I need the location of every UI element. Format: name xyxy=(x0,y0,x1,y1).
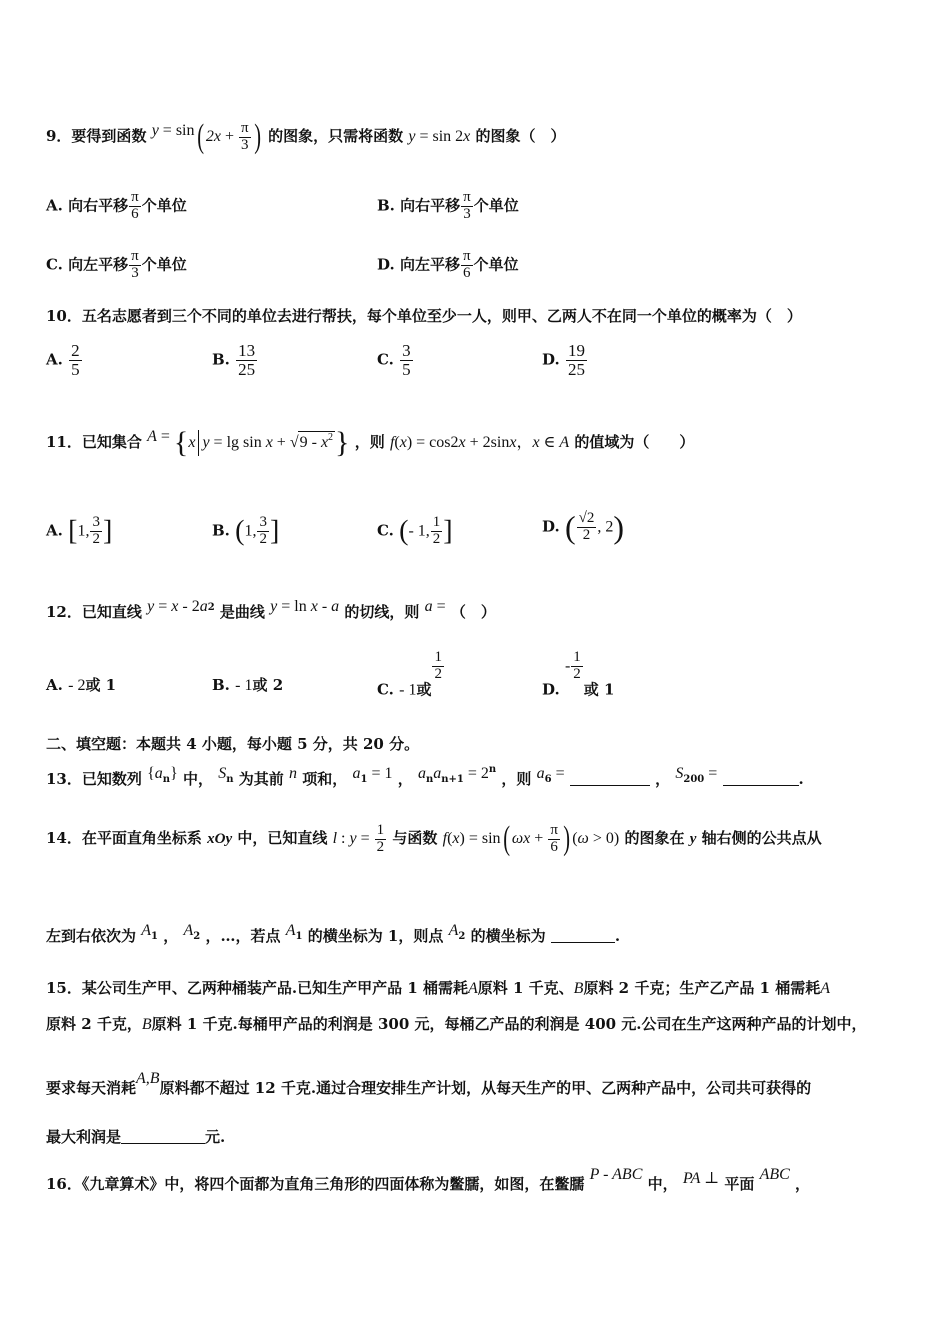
q11-option-d[interactable]: D. ( $\frac{√2}{2}$ , 2) xyxy=(542,509,624,545)
q12-option-c[interactable]: C. - 1或 $\frac{1}{2}$ xyxy=(377,649,442,699)
q10-option-c[interactable]: C. $\frac{3}{5}$ xyxy=(377,341,411,379)
q11-option-b[interactable]: B. (1, $\frac{3}{2}$ ] xyxy=(212,514,280,547)
q13-blank-a6[interactable] xyxy=(570,771,650,786)
q14-stem-line2: 左到右依次为 $A^1$ ， $A^2$ ，…，若点 $A^1$ 的横坐标为 1，则点 $A^2$ 的横坐标为 . xyxy=(46,922,621,945)
q12-option-d[interactable]: D. - $\frac{1}{2}$ 或 1 xyxy=(542,649,615,699)
q15-line1: 15．某公司生产甲、乙两种桶装产品.已知生产甲产品 1 桶需耗A原料 1 千克、B原料 2 千克；生产乙产品 1 桶需耗A xyxy=(46,979,830,997)
q15-line2: 原料 2 千克，B原料 1 千克.每桶甲产品的利润是 300 元，每桶乙产品的利润是 400 元.公司在生产这两种产品的计划中， xyxy=(46,1015,867,1033)
q11-option-c[interactable]: C. (- 1, $\frac{1}{2}$ ] xyxy=(377,514,453,547)
q9-stem: 9．要得到函数 y = sin( 2x + $\frac{\pi}{3}$ ) 的图象，只需将函数 y = sin 2x 的图象（ ） xyxy=(46,118,566,155)
q9-source-function: y xyxy=(408,128,416,145)
q11-stem: 11．已知集合 A = {x $y = \lg \sin x + √9 - x^2$} ，则 f(x) = cos2x + 2sinx，x ∈ A 的值域为（ ） xyxy=(46,426,695,459)
q9-option-a[interactable]: A. 向右平移 $\frac{\pi}{6}$ 个单位 xyxy=(46,189,187,222)
q13-stem: 13．已知数列 $\{a^n\}$ 中， $S^n$ 为其前 n 项和， $a^1 = 1$ ， $a^na^{n+1} = 2^n$ ，则 $a^6$ = ， $S^{200}$ = . xyxy=(46,764,804,788)
q15-line4: 最大利润是 元. xyxy=(46,1128,226,1146)
q10-option-a[interactable]: A. $\frac{2}{5}$ xyxy=(46,341,80,379)
q14-blank[interactable] xyxy=(551,928,615,943)
q15-blank[interactable] xyxy=(121,1129,205,1144)
q10-stem: 10．五名志愿者到三个不同的单位去进行帮扶，每个单位至少一人，则甲、乙两人不在同一个单位的概率为（ ） xyxy=(46,307,802,325)
q13-blank-s200[interactable] xyxy=(723,771,799,786)
section-title: 二、填空题：本题共 4 小题，每小题 5 分，共 20 分。 xyxy=(46,735,420,753)
q15-line3: 要求每天消耗A,B原料都不超过 12 千克.通过合理安排生产计划，从每天生产的甲、乙两种产品中，公司共可获得的 xyxy=(46,1070,812,1097)
q12-option-a[interactable]: A. - 2或 1 xyxy=(46,676,117,694)
q9-option-c[interactable]: C. 向左平移 $\frac{\pi}{3}$ 个单位 xyxy=(46,248,187,281)
q12-option-b[interactable]: B. - 1或 2 xyxy=(212,676,284,694)
q9-target-function: y xyxy=(151,122,159,139)
q9-option-d[interactable]: D. 向左平移 $\frac{\pi}{6}$ 个单位 xyxy=(377,248,519,281)
q9-option-b[interactable]: B. 向右平移 $\frac{\pi}{3}$ 个单位 xyxy=(377,189,519,222)
q11-option-a[interactable]: A. [1, $\frac{3}{2}$ ] xyxy=(46,514,113,547)
q14-stem-line1: 14．在平面直角坐标系 xOy 中，已知直线 l : y = $\frac{1}{2}$ 与函数 f(x) = sin( ωx + $\frac{\pi}{6}$ ) (ω > 0) 的图象在 y 轴右侧的公共点从 xyxy=(46,820,822,857)
q10-option-d[interactable]: D. $\frac{19}{25}$ xyxy=(542,341,585,379)
q10-option-b[interactable]: B. $\frac{13}{25}$ xyxy=(212,341,256,379)
q16-stem: 16．《九章算术》中，将四个面都为直角三角形的四面体称为鳖臑，如图，在鳖臑 P - ABC 中， PA ⊥ 平面 ABC ， xyxy=(46,1166,811,1193)
q12-stem: 12．已知直线 $y = x - 2a^2$ 是曲线 y = ln x - a 的切线，则 a = （ ） xyxy=(46,598,496,621)
